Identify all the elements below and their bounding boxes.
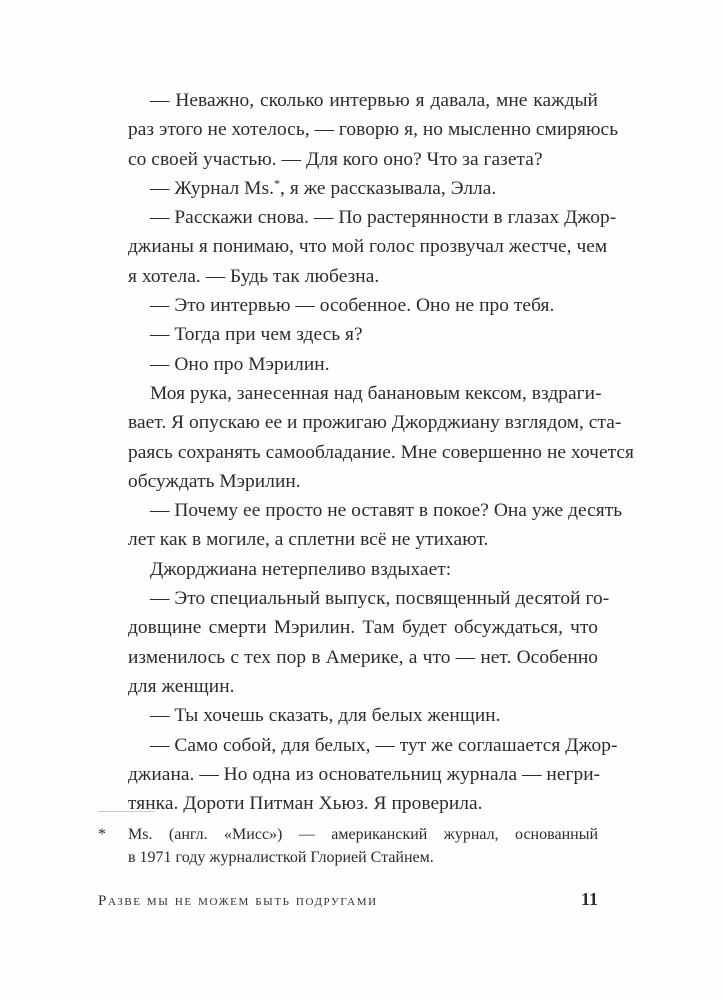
- page-number: 11: [580, 889, 598, 909]
- running-title: Разве мы не можем быть подругами: [98, 893, 378, 909]
- text-line-part: — Журнал Ms.: [150, 177, 274, 199]
- text-line: тянка. Дороти Питман Хьюз. Я проверила.: [128, 793, 483, 815]
- text-line: — Почему ее просто не оставят в покое? Она уже десять: [150, 500, 623, 522]
- footnote-line: в 1971 году журналисткой Глорией Стайнем.: [128, 849, 434, 866]
- text-line: вает. Я опускаю ее и прожигаю Джорджиану взглядом, ста-: [128, 412, 622, 434]
- text-line: — Это интервью — особенное. Оно не про тебя.: [150, 295, 555, 317]
- text-line: — Само собой, для белых, — тут же соглашается Джор-: [150, 734, 618, 756]
- text-line: [128, 174, 598, 203]
- footnote: [98, 823, 598, 869]
- text-line: Моя рука, занесенная над банановым кексом, вздраги-: [150, 382, 602, 404]
- body-text: [128, 86, 635, 818]
- text-line: лет как в могиле, а сплетни всё не утихают.: [128, 529, 489, 551]
- footnote-line: Ms. (англ. «Мисс») — американский журнал, основанный: [128, 826, 598, 843]
- text-line: — Неважно, сколько интервью я давала, мне каждый: [150, 90, 598, 111]
- text-line: — Ты хочешь сказать, для белых женщин.: [150, 705, 501, 727]
- text-line: я хотела. — Будь так любезна.: [128, 265, 380, 287]
- text-line: изменилось с тех пор в Америке, а что — нет. Особенно: [128, 646, 598, 668]
- text-line: довщине смерти Мэрилин. Там будет обсуждаться, что: [128, 617, 598, 639]
- text-line: обсуждать Мэрилин.: [128, 470, 301, 492]
- text-line: — Оно про Мэрилин.: [150, 353, 330, 375]
- footnote-mark: *: [98, 826, 106, 843]
- footnote-text: [128, 823, 598, 869]
- text-line: раясь сохранять самообладание. Мне совершенно не хочется: [128, 441, 635, 463]
- footnote-divider: [98, 811, 154, 812]
- footnote-reference: *: [273, 176, 281, 191]
- text-line: со своей участью. — Для кого оно? Что за газета?: [128, 148, 543, 170]
- text-line: джиана. — Но одна из основательниц журнала — негри-: [128, 763, 601, 785]
- text-line: Джорджиана нетерпеливо вздыхает:: [150, 558, 452, 580]
- text-line: — Это специальный выпуск, посвященный десятой го-: [150, 588, 610, 610]
- text-line: джианы я понимаю, что мой голос прозвучал жестче, чем: [128, 236, 608, 258]
- text-line: — Тогда при чем здесь я?: [150, 324, 363, 346]
- text-line: для женщин.: [128, 675, 235, 697]
- text-line: — Расскажи снова. — По растерянности в глазах Джор-: [150, 207, 617, 229]
- text-line-part: , я же рассказывала, Элла.: [280, 177, 497, 199]
- text-line: раз этого не хотелось, — говорю я, но мысленно смиряюсь: [128, 119, 619, 141]
